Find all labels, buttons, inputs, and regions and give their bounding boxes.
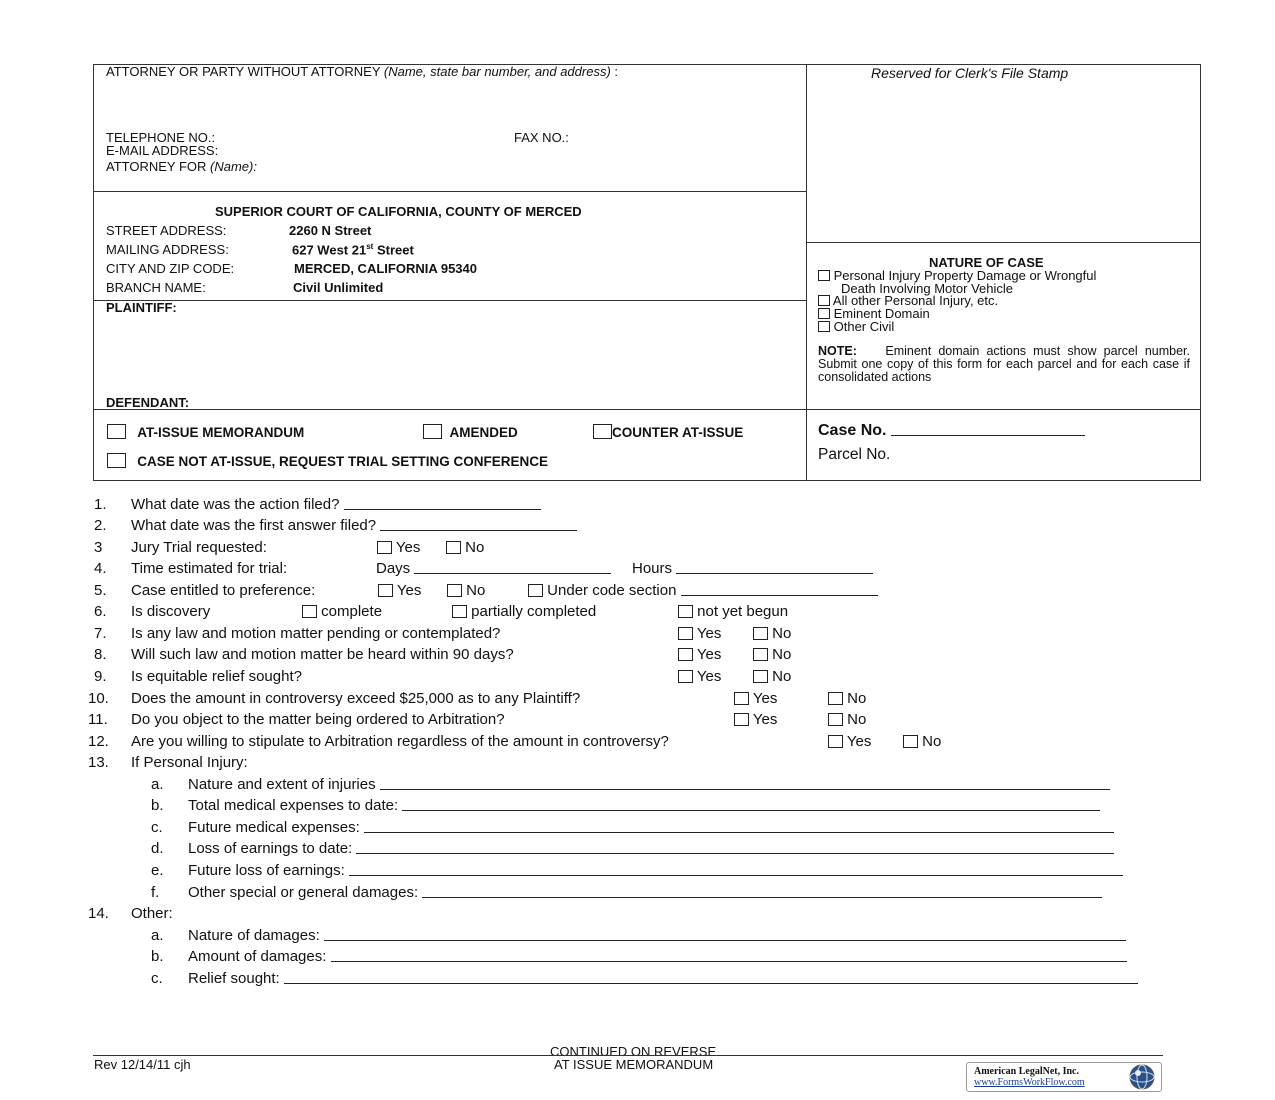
preference-code-section[interactable]: Under code section: [528, 583, 878, 598]
stamp-divider: [806, 242, 1201, 243]
clerk-stamp-label: Reserved for Clerk's File Stamp: [871, 65, 1069, 81]
branch-name-value: Civil Unlimited: [293, 280, 384, 295]
publisher-url: www.FormsWorkFlow.com: [974, 1077, 1085, 1088]
eminent-domain-note: NOTE: Eminent domain actions must show parcel number. Submit one copy of this form for each parcel and for each case if consolidated actions: [818, 344, 1190, 384]
branch-name-label: BRANCH NAME:: [106, 280, 206, 295]
checkbox[interactable]: [107, 453, 126, 468]
checkbox[interactable]: [818, 308, 830, 319]
jury-no[interactable]: No: [446, 540, 484, 555]
nature-option-motor-vehicle[interactable]: Personal Injury Property Damage or Wrongful: [818, 269, 1096, 282]
trial-days-field[interactable]: [414, 561, 611, 574]
city-zip-label: CITY AND ZIP CODE:: [106, 261, 235, 276]
court-divider: [93, 300, 806, 301]
parcel-number-label: Parcel No.: [818, 446, 891, 463]
not-at-issue-option[interactable]: CASE NOT AT-ISSUE, REQUEST TRIAL SETTING CONFERENCE: [107, 453, 548, 469]
caption-divider-vertical: [806, 64, 807, 481]
preference-yes[interactable]: Yes: [378, 583, 421, 598]
trial-hours-field[interactable]: [676, 561, 873, 574]
court-title: SUPERIOR COURT OF CALIFORNIA, COUNTY OF MERCED: [215, 204, 582, 219]
continued-on-reverse: CONTINUED ON REVERSE: [550, 1044, 717, 1059]
nature-option-personal-injury[interactable]: All other Personal Injury, etc.: [818, 294, 998, 307]
law-motion-no[interactable]: No: [753, 626, 791, 641]
equitable-relief-yes[interactable]: Yes: [678, 669, 721, 684]
street-address-value: 2260 N Street: [289, 223, 372, 238]
form-revision: Rev 12/14/11 cjh: [94, 1057, 191, 1072]
amended-option[interactable]: AMENDED: [423, 424, 518, 440]
stipulate-arbitration-yes[interactable]: Yes: [828, 734, 871, 749]
amount-exceeds-yes[interactable]: Yes: [734, 691, 777, 706]
at-issue-option[interactable]: AT-ISSUE MEMORANDUM: [107, 424, 304, 440]
amount-exceeds-no[interactable]: No: [828, 691, 866, 706]
attorney-for-label: ATTORNEY FOR (Name):: [106, 159, 257, 174]
parties-divider: [93, 409, 1201, 410]
future-earnings-field[interactable]: [349, 863, 1123, 876]
lost-earnings-field[interactable]: [356, 841, 1114, 854]
mailing-address-value: 627 West 21st Street: [292, 242, 414, 258]
future-medical-field[interactable]: [364, 820, 1114, 833]
object-arbitration-yes[interactable]: Yes: [734, 712, 777, 727]
relief-sought-field[interactable]: [284, 971, 1138, 984]
publisher-logo: [966, 1062, 1162, 1092]
checkbox[interactable]: [593, 424, 612, 439]
nature-option-eminent-domain[interactable]: Eminent Domain: [818, 307, 930, 320]
equitable-relief-no[interactable]: No: [753, 669, 791, 684]
checkbox[interactable]: [818, 321, 830, 332]
attorney-label: ATTORNEY OR PARTY WITHOUT ATTORNEY (Name, state bar number, and address) :: [106, 64, 619, 79]
plaintiff-label: PLAINTIFF:: [106, 300, 177, 315]
street-address-label: STREET ADDRESS:: [106, 223, 227, 238]
heard-90-days-no[interactable]: No: [753, 647, 791, 662]
other-damages-field[interactable]: [422, 885, 1102, 898]
checkbox[interactable]: [818, 270, 830, 281]
counter-at-issue-option[interactable]: COUNTER AT-ISSUE: [593, 424, 743, 440]
city-zip-value: MERCED, CALIFORNIA 95340: [294, 261, 477, 276]
first-answer-date-field[interactable]: [380, 518, 577, 531]
discovery-not-begun[interactable]: not yet begun: [678, 604, 788, 619]
telephone-label: TELEPHONE NO.:: [106, 130, 216, 145]
injuries-field[interactable]: [380, 777, 1110, 790]
mailing-address-label: MAILING ADDRESS:: [106, 242, 229, 257]
globe-icon: [1125, 1063, 1159, 1091]
law-motion-yes[interactable]: Yes: [678, 626, 721, 641]
publisher-name: American LegalNet, Inc.: [974, 1066, 1079, 1077]
nature-option-motor-vehicle-line2: Death Involving Motor Vehicle: [841, 281, 1013, 296]
amount-damages-field[interactable]: [331, 949, 1127, 962]
form-title: AT ISSUE MEMORANDUM: [554, 1057, 714, 1072]
email-label: E-MAIL ADDRESS:: [106, 143, 219, 158]
checkbox[interactable]: [423, 424, 442, 439]
footer-rule: [93, 1055, 1163, 1056]
preference-no[interactable]: No: [447, 583, 485, 598]
nature-damages-field[interactable]: [324, 928, 1126, 941]
nature-of-case-title: NATURE OF CASE: [929, 255, 1044, 270]
stipulate-arbitration-no[interactable]: No: [903, 734, 941, 749]
action-filed-date-field[interactable]: [344, 497, 541, 510]
discovery-complete[interactable]: complete: [302, 604, 382, 619]
object-arbitration-no[interactable]: No: [828, 712, 866, 727]
checkbox[interactable]: [818, 295, 830, 306]
medical-expenses-field[interactable]: [402, 798, 1100, 811]
nature-option-other-civil[interactable]: Other Civil: [818, 320, 894, 333]
attorney-divider: [93, 191, 806, 192]
discovery-partial[interactable]: partially completed: [452, 604, 596, 619]
jury-yes[interactable]: Yes: [377, 540, 420, 555]
defendant-label: DEFENDANT:: [106, 395, 190, 410]
case-number-field[interactable]: Case No.: [818, 423, 1085, 439]
fax-label: FAX NO.:: [514, 130, 569, 145]
checkbox[interactable]: [107, 424, 126, 439]
heard-90-days-yes[interactable]: Yes: [678, 647, 721, 662]
